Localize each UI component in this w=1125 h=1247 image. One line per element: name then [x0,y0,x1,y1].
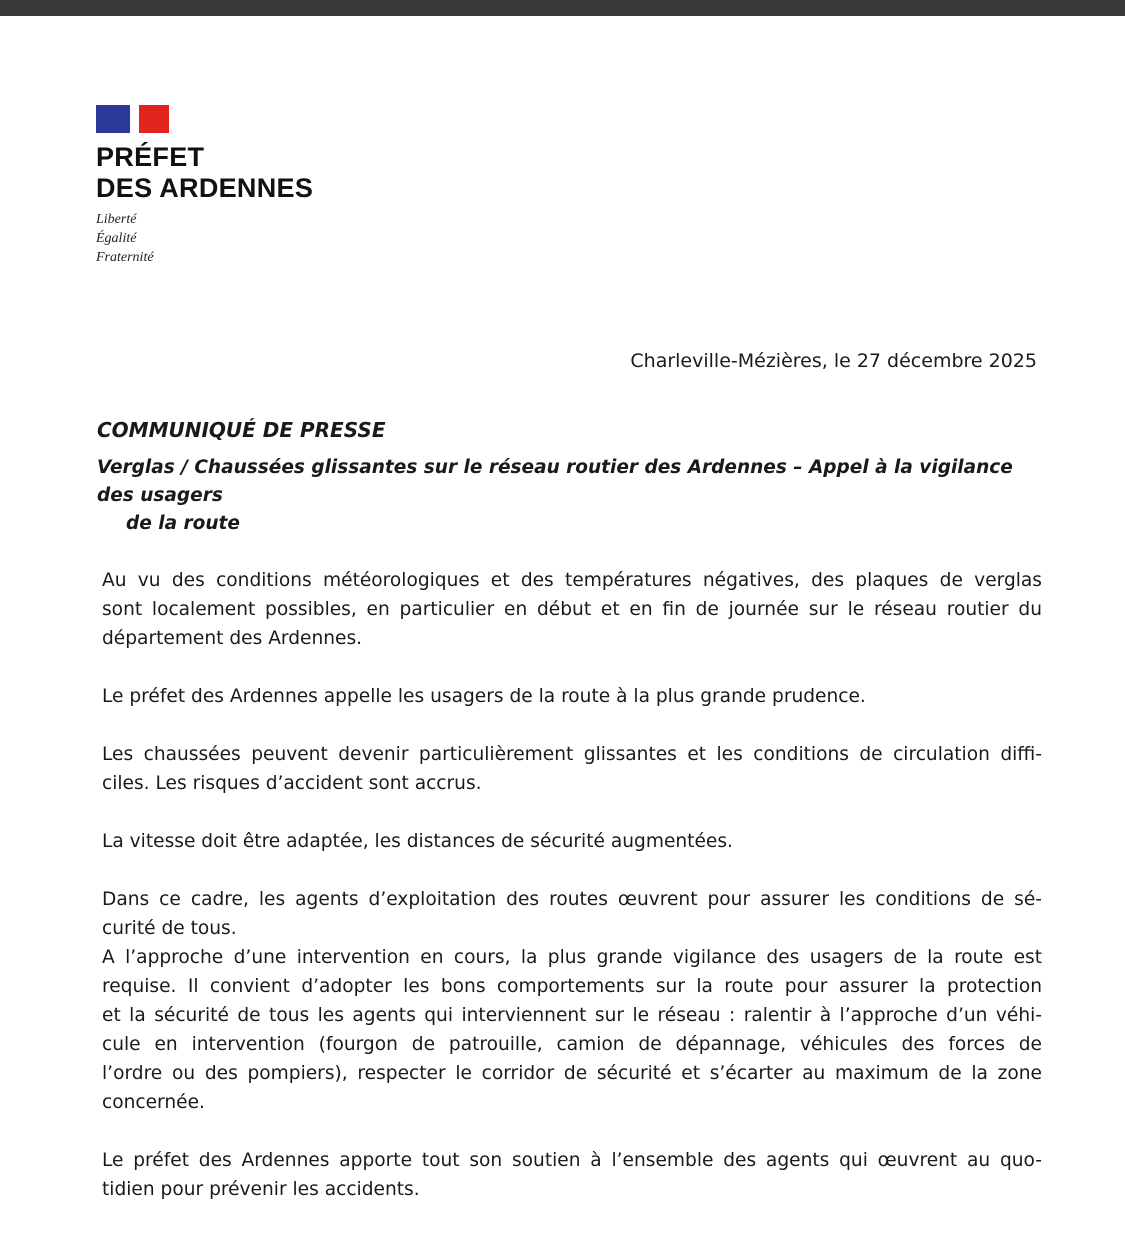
paragraph-line: requise. Il convient d’adopter les bons comportements sur la route pour assurer la protection [102,976,1042,997]
prefecture-logo [96,105,313,267]
subtitle-line-2: de la route [126,513,240,534]
paragraph-line: Les chaussées peuvent devenir particulièrement glissantes et les conditions de circulation diffi- [102,744,1042,765]
paragraph-line: curité de tous. [102,918,237,939]
motto-fraternite: Fraternité [96,250,154,265]
paragraph-line: Le préfet des Ardennes appelle les usagers de la route à la plus grande prudence. [102,686,866,707]
org-line-2: DES ARDENNES [96,173,314,203]
paragraph [102,827,1042,856]
paragraph-line: département des Ardennes. [102,628,363,649]
subtitle-line-1: Verglas / Chaussées glissantes sur le réseau routier des Ardennes – Appel à la vigilance des usagers [97,457,1013,506]
paragraph-line: sont localement possibles, en particulier en début et en fin de journée sur le réseau routier du [102,599,1042,620]
paragraph-line: Le préfet des Ardennes apporte tout son soutien à l’ensemble des agents qui œuvrent au quo- [102,1150,1042,1171]
paragraph-line: Au vu des conditions météorologiques et des températures négatives, des plaques de verglas [102,570,1042,591]
paragraph-line: concernée. [102,1092,205,1113]
paragraph [102,740,1042,798]
marianne-flag-icon [96,105,169,133]
document-body [102,566,1042,1233]
motto [96,210,313,267]
paragraph [102,682,1042,711]
paragraph-line: Dans ce cadre, les agents d’exploitation des routes œuvrent pour assurer les conditions de sé- [102,889,1042,910]
document-title: COMMUNIQUÉ DE PRESSE [97,418,386,442]
paragraph-line: La vitesse doit être adaptée, les distances de sécurité augmentées. [102,831,733,852]
paragraph [102,1146,1042,1204]
document-subtitle [97,454,1047,538]
motto-egalite: Égalité [96,231,137,246]
motto-liberte: Liberté [96,212,137,227]
org-line-1: PRÉFET [96,142,205,172]
paragraph [102,885,1042,943]
organization-name [96,142,313,204]
paragraph [102,943,1042,1117]
paragraph [102,566,1042,653]
paragraph-line: l’ordre ou des pompiers), respecter le corridor de sécurité et s’écarter au maximum de la zone [102,1063,1042,1084]
paragraph-line: et la sécurité de tous les agents qui interviennent sur le réseau : ralentir à l’approche d’un véhi- [102,1005,1042,1026]
paragraph-line: A l’approche d’une intervention en cours, la plus grande vigilance des usagers de la route est [102,947,1042,968]
place-date: Charleville-Mézières, le 27 décembre 2025 [630,350,1037,372]
paragraph-line: tidien pour prévenir les accidents. [102,1179,420,1200]
top-bar [0,0,1125,16]
paragraph-line: cule en intervention (fourgon de patrouille, camion de dépannage, véhicules des forces de [102,1034,1042,1055]
paragraph-line: ciles. Les risques d’accident sont accrus. [102,773,482,794]
